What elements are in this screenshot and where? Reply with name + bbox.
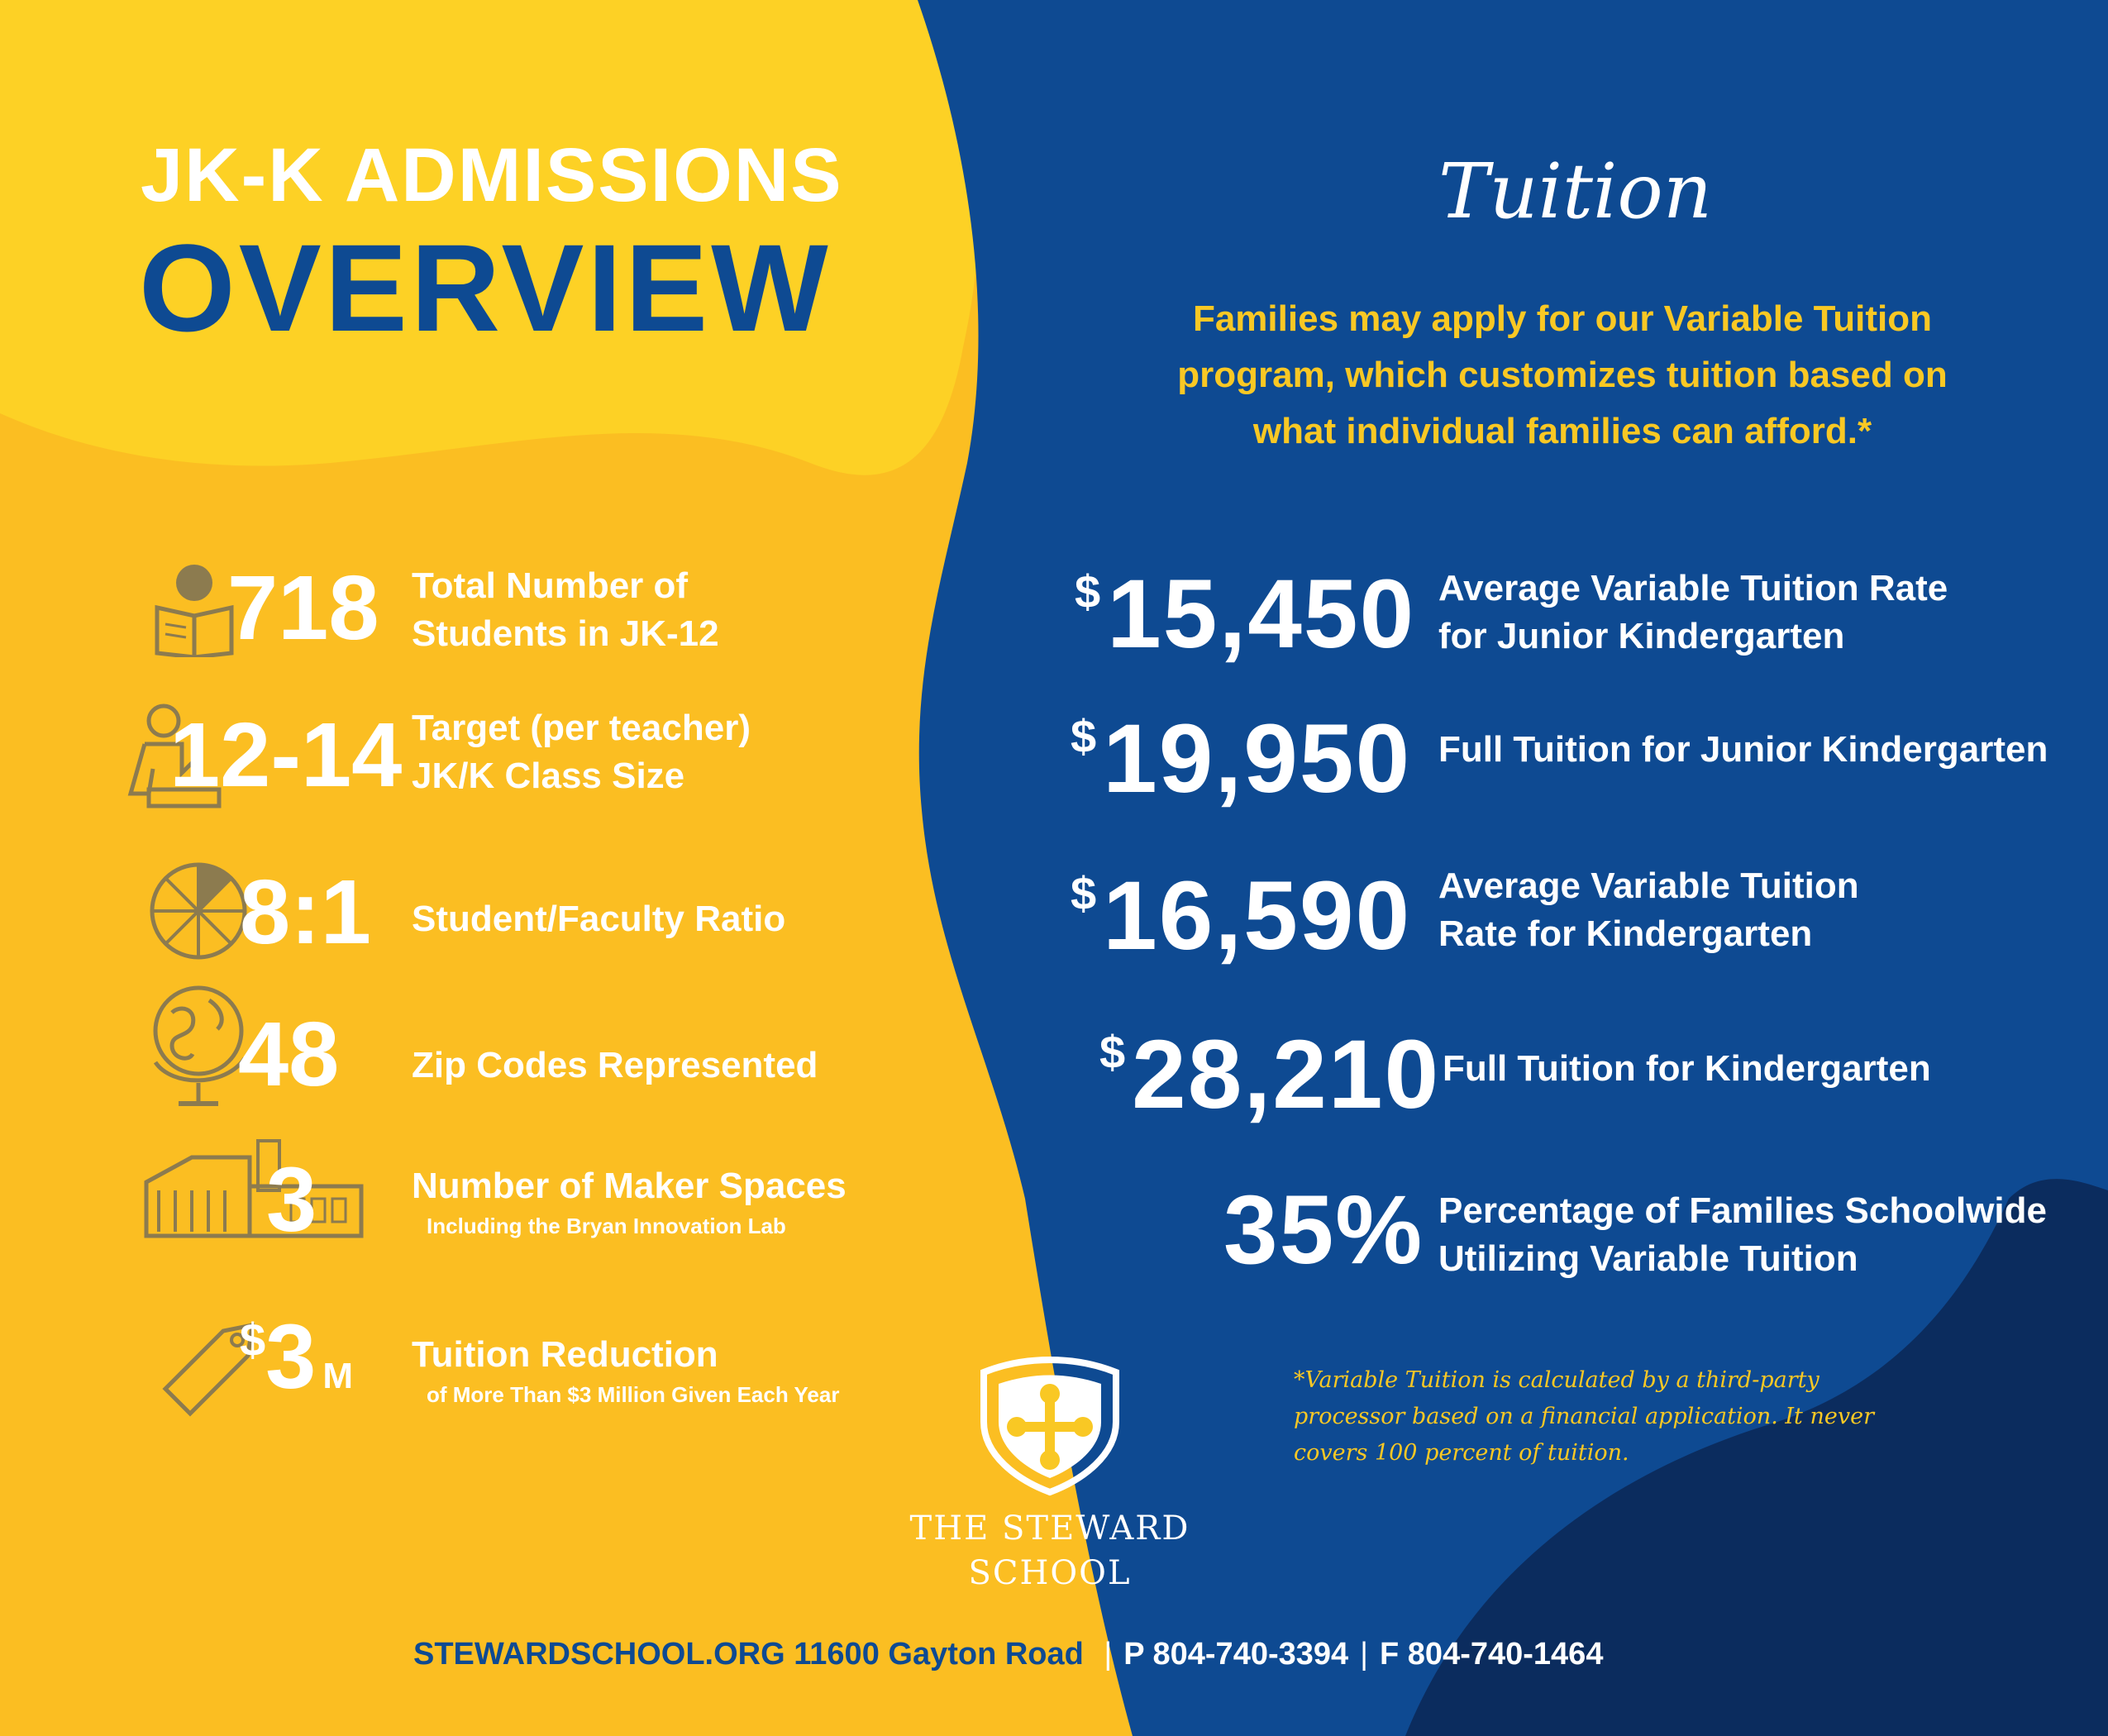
- school-crest-logo: [975, 1356, 1124, 1496]
- stat-label-reduction: Tuition Reduction: [412, 1334, 718, 1375]
- tuition-label-k-variable-1: Average Variable Tuition: [1438, 866, 1859, 906]
- stat-label-class-size-1: Target (per teacher): [412, 708, 751, 748]
- header-title: JK-K ADMISSIONS: [141, 133, 843, 217]
- stat-label-students-2: Students in JK-12: [412, 613, 719, 654]
- tuition-amount-jk-full: [1071, 703, 1411, 815]
- school-name: [893, 1506, 1207, 1595]
- stat-label-students-1: Total Number of: [412, 565, 689, 606]
- stat-value-class-size: 12-14: [169, 704, 403, 806]
- tuition-label-k-full: Full Tuition for Kindergarten: [1443, 1048, 1931, 1089]
- stat-value-ratio: 8:1: [240, 861, 371, 963]
- stat-value-students: 718: [227, 557, 379, 659]
- tuition-label-percent-2: Utilizing Variable Tuition: [1438, 1238, 1858, 1279]
- footer-contact: [413, 1637, 1603, 1672]
- reading-student-icon: [149, 558, 240, 657]
- stat-label-maker-spaces: Number of Maker Spaces: [412, 1166, 847, 1206]
- footer-fax: F 804-740-1464: [1380, 1637, 1604, 1672]
- tuition-heading: Tuition: [1438, 147, 1713, 236]
- stat-value-maker-spaces: 3: [266, 1149, 317, 1251]
- amount: 15,450: [1107, 560, 1416, 669]
- stat-sub-reduction: of More Than $3 Million Given Each Year: [427, 1382, 840, 1407]
- tuition-amount-jk-variable: [1075, 558, 1415, 670]
- amount: 19,950: [1103, 704, 1412, 813]
- tuition-label-percent-1: Percentage of Families Schoolwide: [1438, 1190, 2047, 1231]
- currency-symbol: $: [1099, 1026, 1128, 1078]
- currency-symbol: $: [1075, 565, 1103, 618]
- amount: 35%: [1223, 1176, 1424, 1285]
- header-overview: OVERVIEW: [139, 218, 832, 357]
- stat-label-zip-codes: Zip Codes Represented: [412, 1045, 818, 1085]
- stat-reduction-number: 3: [265, 1306, 317, 1408]
- currency-symbol: $: [1071, 710, 1099, 762]
- stat-reduction-suffix: M: [322, 1356, 353, 1396]
- stat-value-zip-codes: 48: [238, 1004, 340, 1105]
- school-building-icon: [142, 1137, 365, 1244]
- school-name-line2: SCHOOL: [968, 1554, 1132, 1592]
- school-name-line1: THE STEWARD: [909, 1509, 1190, 1548]
- tuition-amount-k-full: [1099, 1018, 1440, 1131]
- stat-sub-maker-spaces: Including the Bryan Innovation Lab: [427, 1214, 786, 1238]
- tuition-amount-percent: [1223, 1174, 1424, 1286]
- tuition-intro: Families may apply for our Variable Tuition program, which customizes tuition based on what individual families can afford.*: [1177, 298, 1948, 451]
- pie-ratio-icon: [147, 860, 250, 963]
- tuition-amount-k-variable: [1071, 860, 1411, 972]
- footer-address: 11600 Gayton Road: [794, 1637, 1084, 1672]
- tuition-label-jk-full: Full Tuition for Junior Kindergarten: [1438, 729, 2048, 770]
- stat-label-class-size-2: JK/K Class Size: [412, 756, 685, 796]
- tuition-footnote: *Variable Tuition is calculated by a third-party processor based on a financial application. It never covers 100 percent of tuition.: [1294, 1367, 1874, 1466]
- tuition-label-jk-variable-2: for Junior Kindergarten: [1438, 616, 1845, 656]
- stat-label-ratio: Student/Faculty Ratio: [412, 899, 786, 939]
- amount: 28,210: [1132, 1020, 1441, 1129]
- footer-website-link[interactable]: STEWARDSCHOOL.ORG: [413, 1637, 785, 1672]
- footer-divider: |: [1104, 1637, 1113, 1672]
- amount: 16,590: [1103, 861, 1412, 971]
- footer-phone[interactable]: P 804-740-3394: [1123, 1637, 1349, 1672]
- tuition-label-k-variable-2: Rate for Kindergarten: [1438, 913, 1813, 954]
- currency-symbol: $: [1071, 867, 1099, 919]
- tuition-label-jk-variable-1: Average Variable Tuition Rate: [1438, 568, 1948, 608]
- footer-divider: |: [1360, 1637, 1369, 1672]
- stat-value-reduction: [240, 1304, 353, 1409]
- stat-reduction-prefix: $: [240, 1314, 266, 1366]
